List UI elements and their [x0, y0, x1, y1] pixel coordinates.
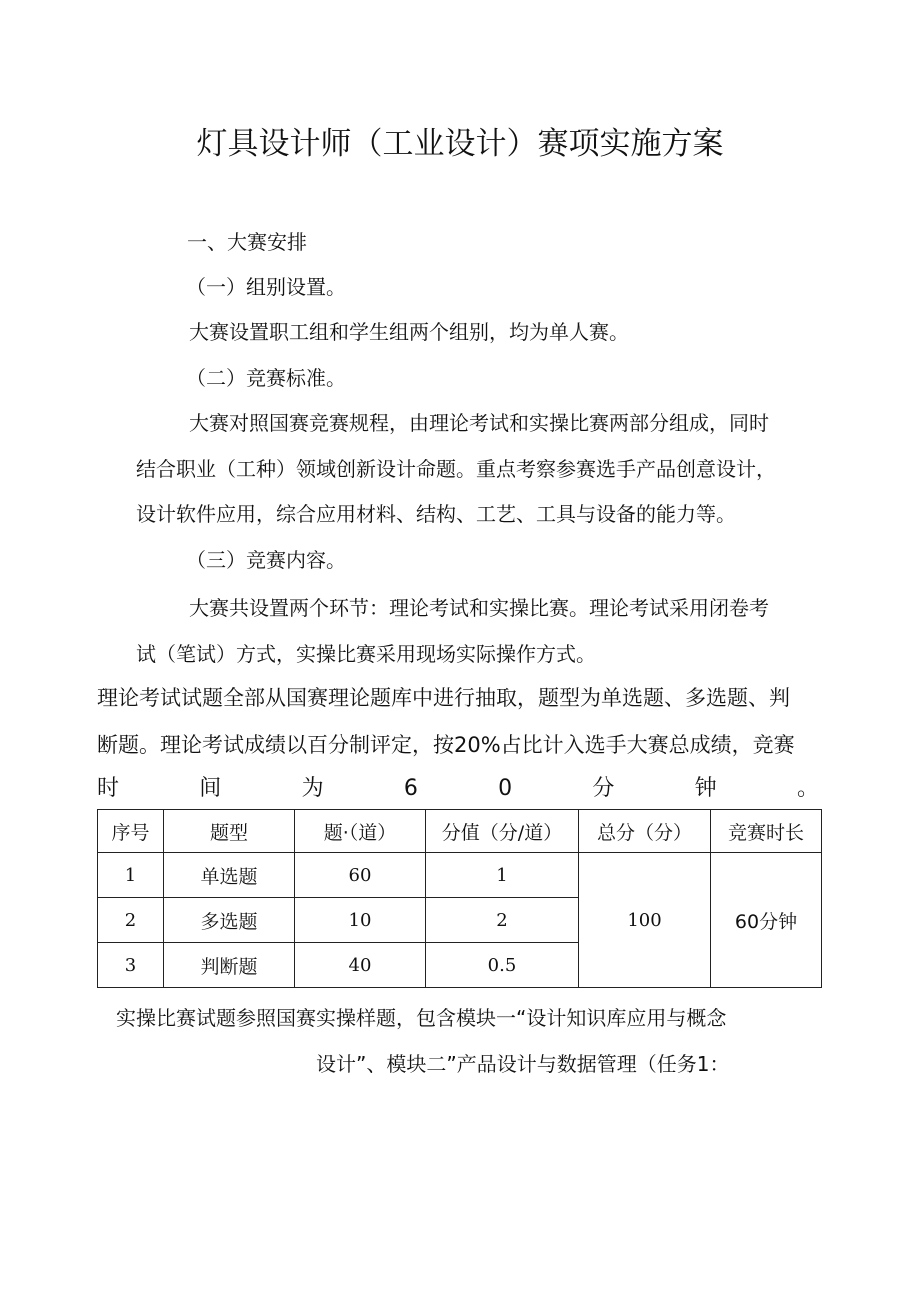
cell-duration: 60分钟 — [711, 853, 822, 988]
paragraph-standard-line2: 结合职业（工种）领域创新设计命题。重点考察参赛选手产品创意设计， — [136, 457, 776, 481]
table-row — [98, 853, 822, 898]
cell-total: 100 — [579, 853, 711, 988]
subheading-group-setting: （一）组别设置。 — [186, 275, 346, 299]
spread-char: 分 — [592, 776, 615, 801]
cell-count: 40 — [295, 943, 426, 988]
header-count: 题·（道） — [295, 810, 426, 853]
paragraph-standard-line1: 大赛对照国赛竞赛规程，由理论考试和实操比赛两部分组成，同时 — [189, 411, 769, 435]
paragraph-practical-line1: 实操比赛试题参照国赛实操样题，包含模块一“设计知识库应用与概念 — [116, 1006, 727, 1030]
cell-no: 3 — [98, 943, 164, 988]
spread-char: 。 — [796, 776, 819, 801]
header-type: 题型 — [164, 810, 295, 853]
paragraph-group-setting: 大赛设置职工组和学生组两个组别，均为单人赛。 — [189, 320, 629, 344]
spread-char: 6 — [403, 776, 418, 801]
cell-score: 0.5 — [426, 943, 579, 988]
cell-score: 1 — [426, 853, 579, 898]
cell-type: 单选题 — [164, 853, 295, 898]
cell-count: 10 — [295, 898, 426, 943]
theory-exam-table — [97, 809, 822, 988]
paragraph-theory-line1: 理论考试试题全部从国赛理论题库中进行抽取，题型为单选题、多选题、判 — [97, 686, 790, 710]
section-heading-arrangement: 一、大赛安排 — [187, 230, 307, 254]
header-duration: 竞赛时长 — [711, 810, 822, 853]
header-score: 分值（分/道） — [426, 810, 579, 853]
spread-char: 时 — [97, 776, 120, 801]
paragraph-content-line1: 大赛共设置两个环节：理论考试和实操比赛。理论考试采用闭卷考 — [189, 596, 769, 620]
subheading-content: （三）竞赛内容。 — [186, 548, 346, 572]
paragraph-standard-line3: 设计软件应用，综合应用材料、结构、工艺、工具与设备的能力等。 — [136, 502, 736, 526]
cell-no: 2 — [98, 898, 164, 943]
subheading-standard: （二）竞赛标准。 — [186, 366, 346, 390]
header-total: 总分（分） — [579, 810, 711, 853]
paragraph-theory-line3 — [97, 774, 819, 804]
paragraph-theory-line2: 断题。理论考试成绩以百分制评定，按20%占比计入选手大赛总成绩，竞赛 — [97, 733, 795, 757]
spread-char: 钟 — [694, 776, 717, 801]
paragraph-practical-line2: 设计”、模块二”产品设计与数据管理（任务1： — [316, 1052, 730, 1076]
cell-count: 60 — [295, 853, 426, 898]
spread-char: 0 — [498, 776, 513, 801]
header-no: 序号 — [98, 810, 164, 853]
spread-char: 间 — [199, 776, 222, 801]
paragraph-content-line2: 试（笔试）方式，实操比赛采用现场实际操作方式。 — [136, 642, 596, 666]
page-title: 灯具设计师（工业设计）赛项实施方案 — [196, 126, 724, 162]
cell-score: 2 — [426, 898, 579, 943]
table-header-row — [98, 810, 822, 853]
spread-char: 为 — [301, 776, 324, 801]
cell-no: 1 — [98, 853, 164, 898]
cell-type: 判断题 — [164, 943, 295, 988]
cell-type: 多选题 — [164, 898, 295, 943]
